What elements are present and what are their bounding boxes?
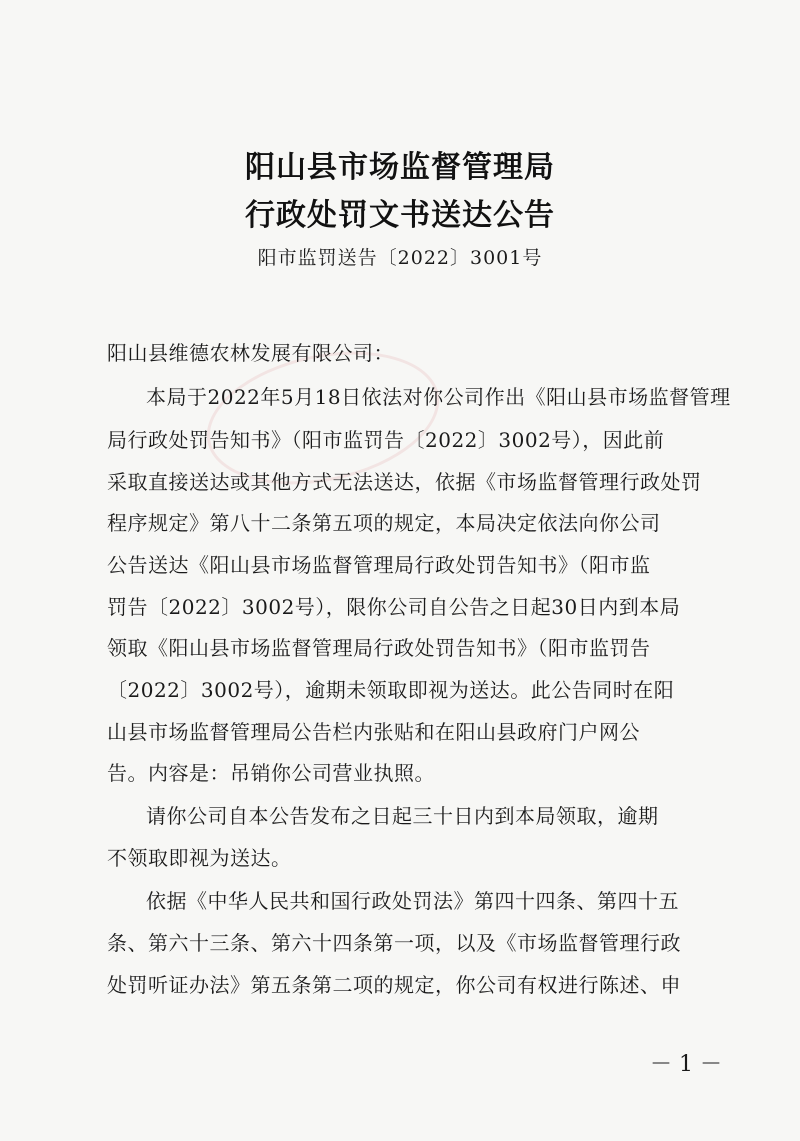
paragraph-line: 山县市场监督管理局公告栏内张贴和在阳山县政府门户网公 xyxy=(107,720,640,744)
paragraph-line: 处罚听证办法》第五条第二项的规定，你公司有权进行陈述、申 xyxy=(107,973,681,997)
paragraph-line: 局行政处罚告知书》（阳市监罚告〔2022〕3002号），因此前 xyxy=(107,428,665,452)
notice-title-line2: 行政处罚文书送达公告 xyxy=(245,198,555,233)
paragraph-line: 告。内容是：吊销你公司营业执照。 xyxy=(107,761,435,785)
paragraph-line: 条、第六十三条、第六十四条第一项，以及《市场监督管理行政 xyxy=(107,931,681,955)
paragraph-line: 本局于2022年5月18日依法对你公司作出《阳山县市场监督管理 xyxy=(146,385,731,409)
notice-title-line1: 阳山县市场监督管理局 xyxy=(245,150,555,185)
paragraph-line: 不领取即视为送达。 xyxy=(107,846,292,870)
paragraph-line: 领取《阳山县市场监督管理局行政处罚告知书》（阳市监罚告 xyxy=(107,636,651,660)
paragraph-line: 采取直接送达或其他方式无法送达，依据《市场监督管理行政处罚 xyxy=(107,470,702,494)
paragraph-line: 请你公司自本公告发布之日起三十日内到本局领取，逾期 xyxy=(146,804,659,828)
paragraph-line: 〔2022〕3002号），逾期未领取即视为送达。此公告同时在阳 xyxy=(107,678,675,702)
addressee-line: 阳山县维德农林发展有限公司： xyxy=(107,341,394,365)
paragraph-line: 公告送达《阳山县市场监督管理局行政处罚告知书》（阳市监 xyxy=(107,553,651,577)
paragraph-line: 程序规定》第八十二条第五项的规定，本局决定依法向你公司 xyxy=(107,511,661,535)
page-number: － 1 － xyxy=(650,1052,722,1077)
paragraph-line: 依据《中华人民共和国行政处罚法》第四十四条、第四十五 xyxy=(146,889,679,913)
paragraph-line: 罚告〔2022〕3002号），限你公司自公告之日起30日内到本局 xyxy=(107,595,681,619)
document-number: 阳市监罚送告〔2022〕3001号 xyxy=(257,247,543,269)
